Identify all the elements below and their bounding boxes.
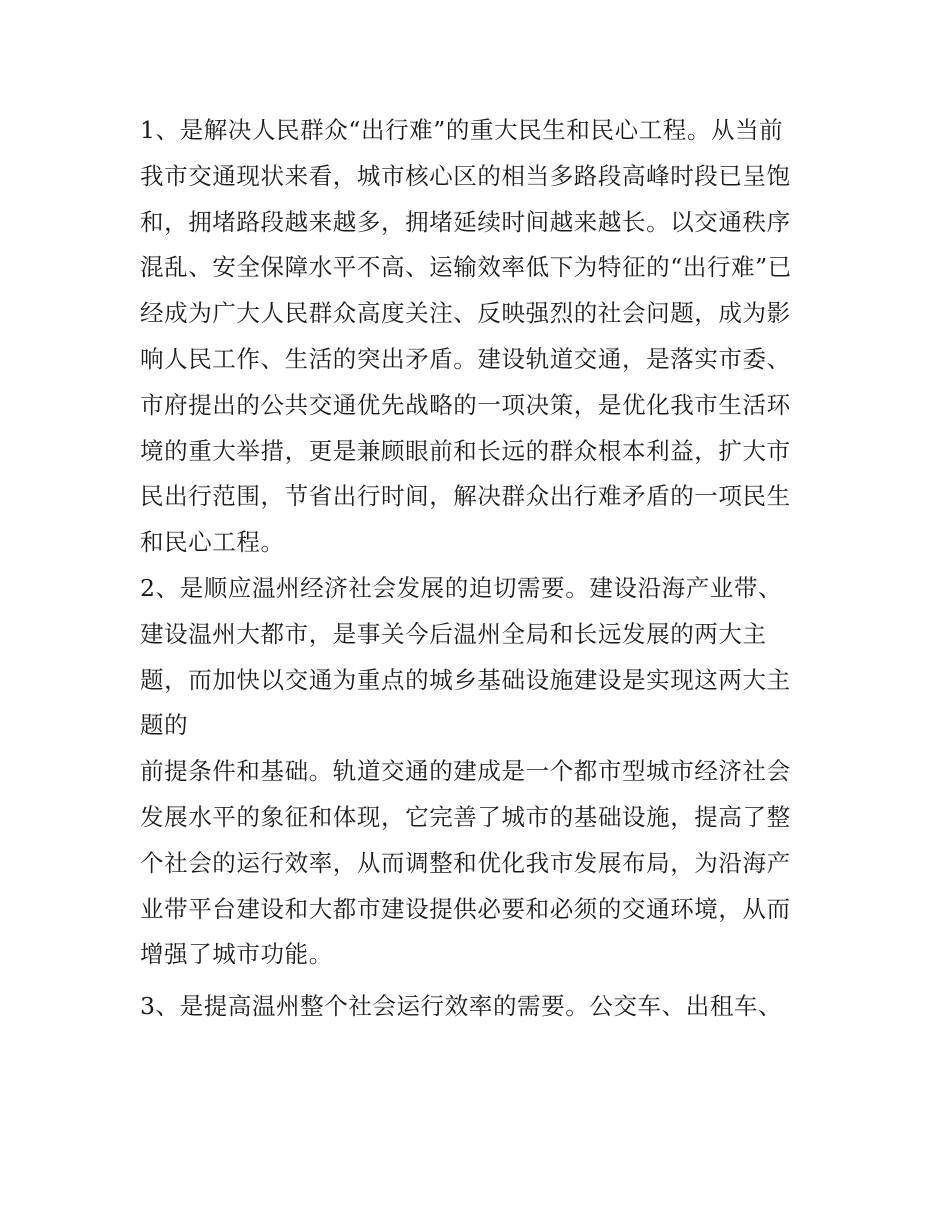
text-line: 增强了城市功能。 <box>140 940 333 969</box>
text-line: 建设温州大都市，是事关今后温州全局和长远发展的两大主 <box>140 619 767 648</box>
text-line: 前提条件和基础。轨道交通的建成是一个都市型城市经济社会 <box>140 757 791 786</box>
text-line: 题，而加快以交通为重点的城乡基础设施建设是实现这两大主 <box>140 665 791 694</box>
text-line: 经成为广大人民群众高度关注、反映强烈的社会问题，成为影 <box>140 299 791 328</box>
text-line: 2、是顺应温州经济社会发展的迫切需要。建设沿海产业带、 <box>140 573 783 602</box>
text-line: 和民心工程。 <box>140 528 285 557</box>
text-line: 响人民工作、生活的突出矛盾。建设轨道交通，是落实市委、 <box>140 344 791 373</box>
text-line: 1、是解决人民群众“出行难”的重大民生和民心工程。从当前 <box>140 116 784 144</box>
text-line: 个社会的运行效率，从而调整和优化我市发展布局，为沿海产 <box>140 848 791 877</box>
text-line: 业带平台建设和大都市建设提供必要和必须的交通环境，从而 <box>140 894 791 923</box>
text-line: 境的重大举措，更是兼顾眼前和长远的群众根本利益，扩大市 <box>140 436 791 465</box>
text-line: 民出行范围，节省出行时间，解决群众出行难矛盾的一项民生 <box>140 482 791 511</box>
text-line: 3、是提高温州整个社会运行效率的需要。公交车、出租车、 <box>140 992 783 1021</box>
text-line: 发展水平的象征和体现，它完善了城市的基础设施，提高了整 <box>140 802 791 831</box>
text-line: 我市交通现状来看，城市核心区的相当多路段高峰时段已呈饱 <box>140 161 791 190</box>
text-line: 和，拥堵路段越来越多，拥堵延续时间越来越长。以交通秩序 <box>140 207 791 236</box>
text-line: 题的 <box>140 711 189 740</box>
document-body <box>140 108 820 1030</box>
text-line: 市府提出的公共交通优先战略的一项决策，是优化我市生活环 <box>140 390 791 419</box>
text-line: 混乱、安全保障水平不高、运输效率低下为特征的“出行难”已 <box>140 253 792 282</box>
